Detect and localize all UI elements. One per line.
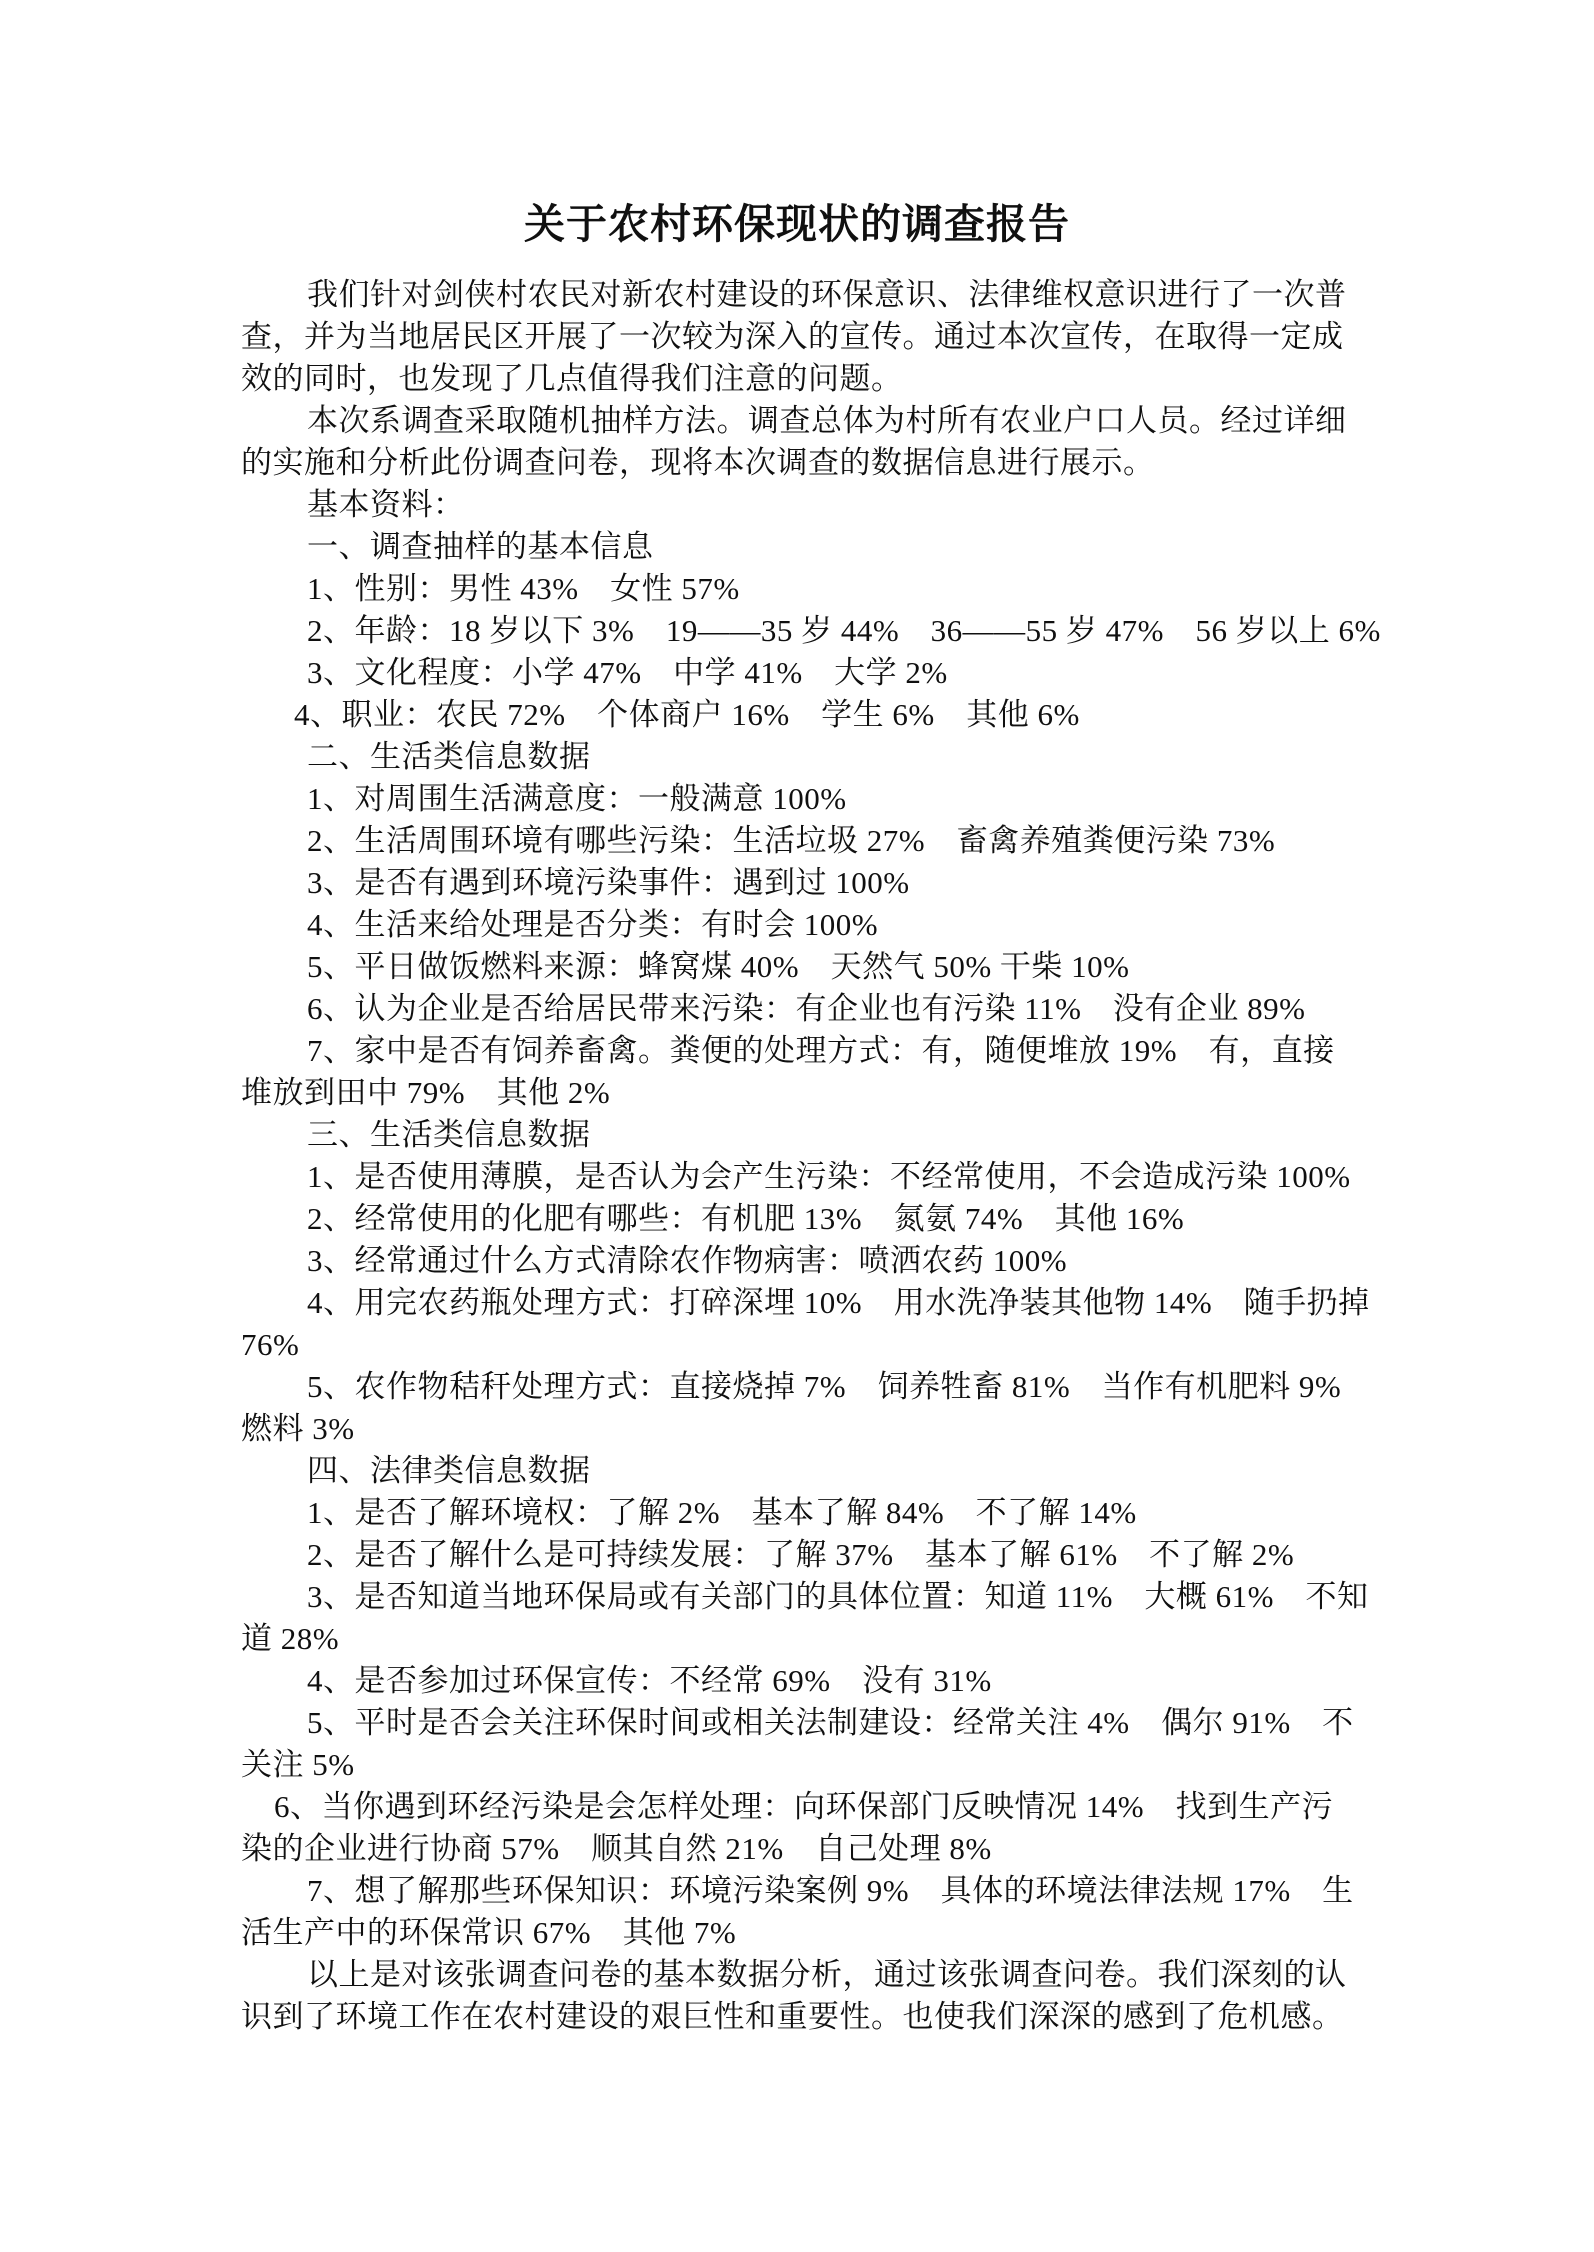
text-line: 4、是否参加过环保宣传：不经常 69% 没有 31% (307, 1663, 992, 1698)
text-line: 本次系调查采取随机抽样方法。调查总体为村所有农业户口人员。经过详细 (307, 403, 1347, 438)
text-line: 的实施和分析此份调查问卷，现将本次调查的数据信息进行展示。 (241, 445, 1155, 480)
text-line: 基本资料： (307, 487, 465, 522)
text-line: 6、认为企业是否给居民带来污染：有企业也有污染 11% 没有企业 89% (307, 991, 1306, 1026)
text-line: 4、职业：农民 72% 个体商户 16% 学生 6% 其他 6% (294, 697, 1080, 732)
text-line: 堆放到田中 79% 其他 2% (241, 1075, 611, 1110)
text-line: 1、是否使用薄膜，是否认为会产生污染：不经常使用，不会造成污染 100% (307, 1159, 1351, 1194)
text-line: 道 28% (241, 1621, 340, 1656)
text-line: 三、生活类信息数据 (307, 1117, 591, 1152)
text-line: 查，并为当地居民区开展了一次较为深入的宣传。通过本次宣传，在取得一定成 (241, 319, 1344, 354)
text-line: 二、生活类信息数据 (307, 739, 591, 774)
text-line: 3、是否有遇到环境污染事件：遇到过 100% (307, 865, 910, 900)
text-line: 3、是否知道当地环保局或有关部门的具体位置：知道 11% 大概 61% 不知 (307, 1579, 1369, 1614)
text-line: 燃料 3% (241, 1411, 355, 1446)
text-line: 关注 5% (241, 1747, 355, 1782)
text-line: 7、想了解那些环保知识：环境污染案例 9% 具体的环境法律法规 17% 生 (307, 1873, 1354, 1908)
text-line: 1、是否了解环境权：了解 2% 基本了解 84% 不了解 14% (307, 1495, 1137, 1530)
text-line: 3、文化程度：小学 47% 中学 41% 大学 2% (307, 655, 948, 690)
text-line: 4、用完农药瓶处理方式：打碎深埋 10% 用水洗净装其他物 14% 随手扔掉 (307, 1285, 1370, 1320)
text-line: 5、农作物秸秆处理方式：直接烧掉 7% 饲养牲畜 81% 当作有机肥料 9% (307, 1369, 1342, 1404)
text-line: 6、当你遇到环经污染是会怎样处理：向环保部门反映情况 14% 找到生产污 (274, 1789, 1334, 1824)
text-line: 5、平日做饭燃料来源：蜂窝煤 40% 天然气 50% 干柴 10% (307, 949, 1130, 984)
text-line: 2、生活周围环境有哪些污染：生活垃圾 27% 畜禽养殖粪便污染 73% (307, 823, 1276, 858)
text-line: 5、平时是否会关注环保时间或相关法制建设：经常关注 4% 偶尔 91% 不 (307, 1705, 1354, 1740)
document-title: 关于农村环保现状的调查报告 (524, 201, 1070, 247)
text-line: 4、生活来给处理是否分类：有时会 100% (307, 907, 879, 942)
text-line: 3、经常通过什么方式清除农作物病害：喷洒农药 100% (307, 1243, 1068, 1278)
text-line: 我们针对剑侠村农民对新农村建设的环保意识、法律维权意识进行了一次普 (307, 277, 1347, 312)
text-line: 1、性别：男性 43% 女性 57% (307, 571, 740, 606)
text-line: 染的企业进行协商 57% 顺其自然 21% 自己处理 8% (241, 1831, 992, 1866)
text-line: 2、年龄：18 岁以下 3% 19——35 岁 44% 36——55 岁 47% 56 岁以上 6% (307, 613, 1381, 648)
text-line: 2、经常使用的化肥有哪些：有机肥 13% 氮氨 74% 其他 16% (307, 1201, 1185, 1236)
text-line: 活生产中的环保常识 67% 其他 7% (241, 1915, 737, 1950)
text-line: 识到了环境工作在农村建设的艰巨性和重要性。也使我们深深的感到了危机感。 (241, 1999, 1344, 2034)
text-line: 2、是否了解什么是可持续发展：了解 37% 基本了解 61% 不了解 2% (307, 1537, 1295, 1572)
document-body (241, 274, 1381, 2038)
text-line: 四、法律类信息数据 (307, 1453, 591, 1488)
text-line: 76% (241, 1327, 300, 1362)
text-line: 效的同时，也发现了几点值得我们注意的问题。 (241, 361, 903, 396)
text-line: 以上是对该张调查问卷的基本数据分析，通过该张调查问卷。我们深刻的认 (307, 1957, 1347, 1992)
text-line: 一、调查抽样的基本信息 (307, 529, 654, 564)
text-line: 1、对周围生活满意度：一般满意 100% (307, 781, 847, 816)
text-line: 7、家中是否有饲养畜禽。粪便的处理方式：有，随便堆放 19% 有，直接 (307, 1033, 1335, 1068)
